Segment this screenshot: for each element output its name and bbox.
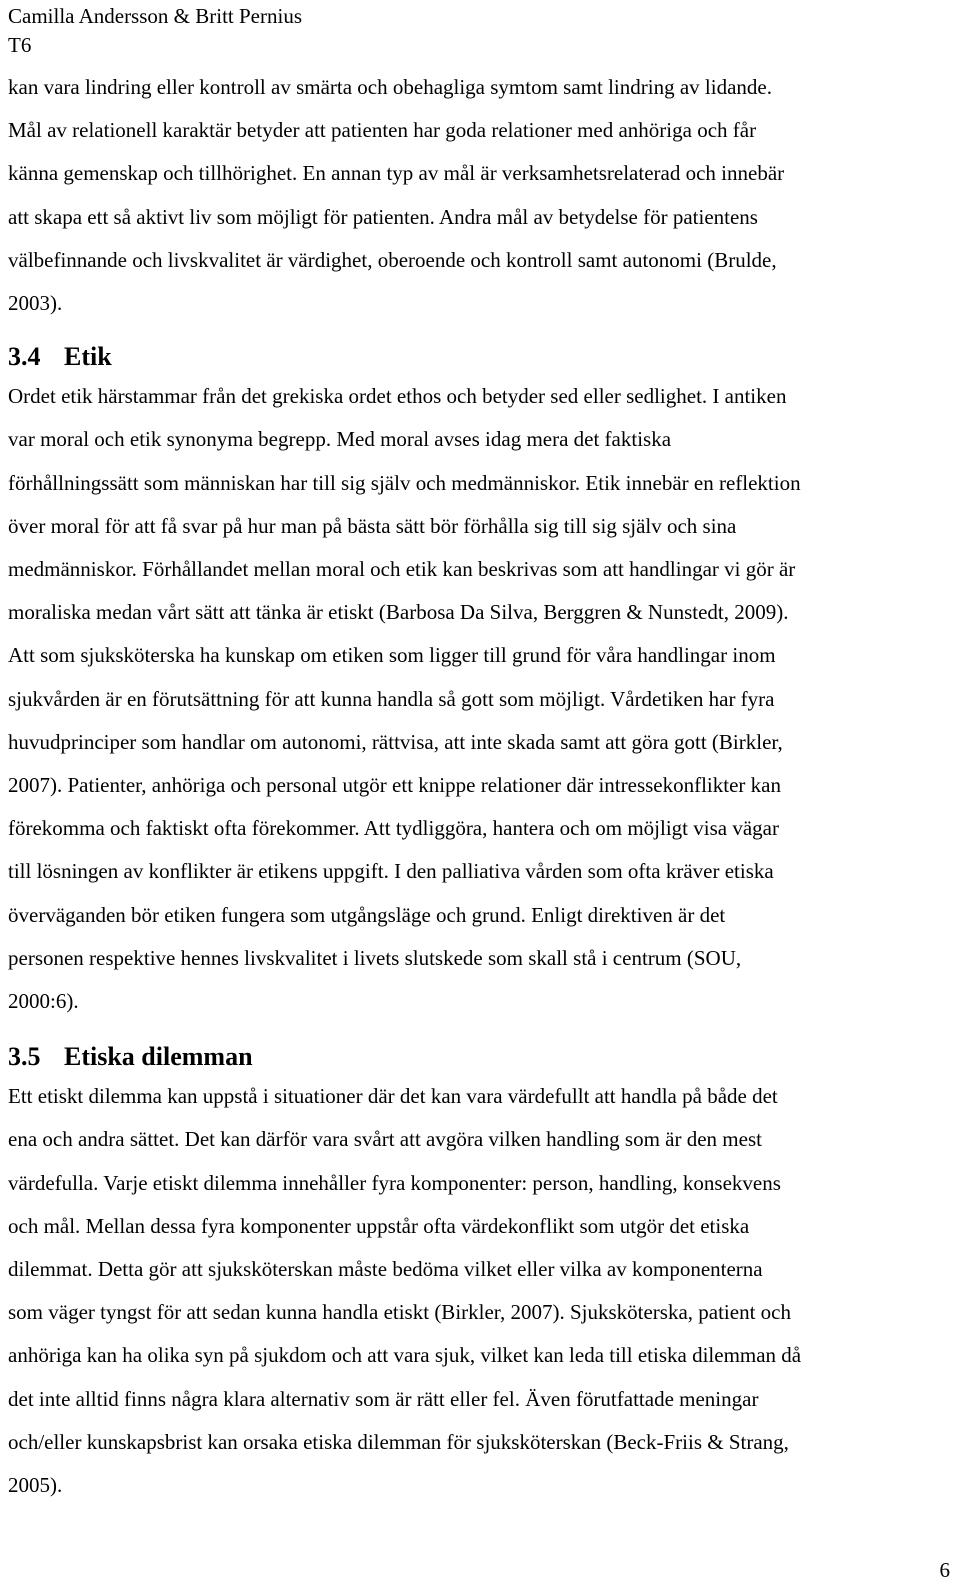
page-number: 6 [939,1558,950,1582]
section-title: Etiska dilemman [64,1042,253,1072]
section-heading-etik [8,339,953,375]
intro-paragraph: kan vara lindring eller kontroll av smärta och obehagliga symtom samt lindring av lidande. Mål av relationell karaktär betyder att patienten har goda relationer med anhöriga och får känna gemenskap och tillhörighet. En annan typ av mål är verksamhetsrelaterad och innebär att skapa ett så aktivt liv som möjligt för patienten. Andra mål av betydelse för patientens välbefinnande och livskvalitet är värdighet, oberoende och kontroll samt autonomi (Brulde, 2003). [8,75,785,316]
section-title: Etik [64,342,112,372]
section-number: 3.5 [8,1042,41,1072]
document-body [8,66,953,1507]
etiska-dilemman-paragraph: Ett etiskt dilemma kan uppstå i situationer där det kan vara värdefullt att handla på både det ena och andra sättet. Det kan därför vara svårt att avgöra vilken handling som är den mest värdefulla. Varje etiskt dilemma innehåller fyra komponenter: person, handling, konsekvens och mål. Mellan dessa fyra komponenter uppstår ofta värdekonflikt som utgör det etiska dilemmat. Detta gör att sjuksköterskan måste bedöma vilket eller vilka av komponenterna som väger tyngst för att sedan kunna handla etiskt (Birkler, 2007). Sjuksköterska, patient och anhöriga kan ha olika syn på sjukdom och att vara sjuk, vilket kan leda till etiska dilemman då det inte alltid finns några klara alternativ som är rätt eller fel. Även förutfattade meningar och/eller kunskapsbrist kan orsaka etiska dilemman för sjuksköterskan (Beck-Friis & Strang, 2005). [8,1084,802,1498]
section-heading-etiska-dilemman [8,1039,953,1075]
header-authors: Camilla Andersson & Britt Pernius [8,4,302,28]
header-code: T6 [8,33,32,57]
etik-paragraph: Ordet etik härstammar från det grekiska ordet ethos och betyder sed eller sedlighet. I antiken var moral och etik synonyma begrepp. Med moral avses idag mera det faktiska förhållningssätt som människan har till sig själv och medmänniskor. Etik innebär en reflektion över moral för att få svar på hur man på bästa sätt bör förhålla sig till sig själv och sina medmänniskor. Förhållandet mellan moral och etik kan beskrivas som att handlingar vi gör är moraliska medan vårt sätt att tänka är etiskt (Barbosa Da Silva, Berggren & Nunstedt, 2009). Att som sjuksköterska ha kunskap om etiken som ligger till grund för våra handlingar inom sjukvården är en förutsättning för att kunna handla så gott som möjligt. Vårdetiken har fyra huvudprinciper som handlar om autonomi, rättvisa, att inte skada samt att göra gott (Birkler, 2007). Patienter, anhöriga och personal utgör ett knippe relationer där intressekonflikter kan förekomma och faktiskt ofta förekommer. Att tydliggöra, hantera och om möjligt visa vägar till lösningen av konflikter är etikens uppgift. I den palliativa vården som ofta kräver etiska överväganden bör etiken fungera som utgångsläge och grund. Enligt direktiven är det personen respektive hennes livskvalitet i livets slutskede som skall stå i centrum (SOU, 2000:6). [8,384,801,1014]
page-header [8,2,302,60]
section-number: 3.4 [8,342,41,372]
